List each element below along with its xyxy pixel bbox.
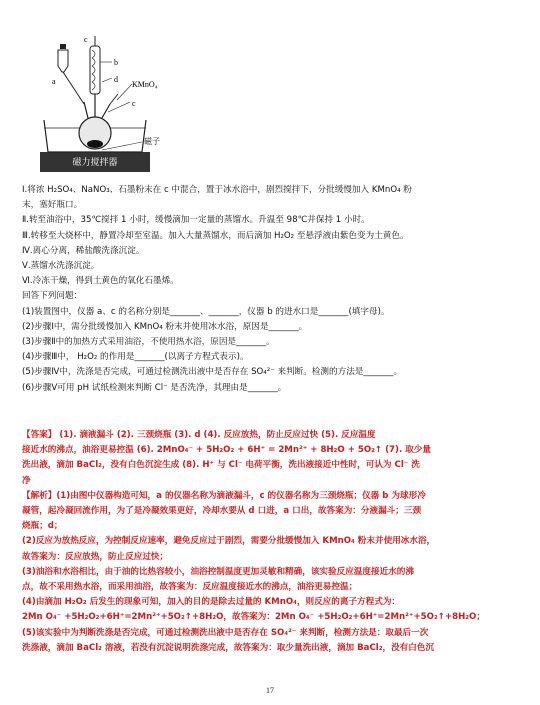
label-c: c bbox=[132, 99, 136, 108]
step-line: Ⅱ.转至油浴中，35℃搅拌 1 小时，缓慢滴加一定量的蒸馏水。升温至 98℃并保持 1 小时。 bbox=[22, 215, 370, 226]
analysis-line: (5)该实验中为判断洗涤是否完成，可通过检测洗出液中是否存在 SO₄²⁻ 来判断，检测方法是：取最后一次 bbox=[22, 627, 429, 638]
question-line: (2)步骤Ⅰ中，需分批缓慢加入 KMnO₄ 粉末并使用冰水浴，原因是_______。 bbox=[22, 321, 308, 332]
analysis-line: 凝管，起冷凝回流作用，为了是冷凝效果更好，冷却水要从 d 口进，a 口出，故答案为：分液漏斗；三颈 bbox=[22, 506, 422, 517]
analysis-line: 故答案为：反应放热，防止反应过快； bbox=[22, 551, 169, 562]
question-line: (4)步骤Ⅲ中， H₂O₂ 的作用是_______(以离子方程式表示)。 bbox=[22, 352, 249, 363]
label-kmno4: KMnO₄ bbox=[132, 80, 158, 89]
analysis-line: 2Mn O₄⁻ +5H₂O₂+6H⁺=2Mn²⁺+5O₂↑+8H₂O，故答案为：2Mn O₄⁻ +5H₂O₂+6H⁺=2Mn²⁺+5O₂↑+8H₂O； bbox=[22, 612, 485, 623]
answer-and-analysis bbox=[22, 428, 522, 656]
apparatus-figure bbox=[22, 32, 182, 177]
step-line: Ⅵ.冷冻干燥，得到土黄色的氧化石墨烯。 bbox=[22, 276, 179, 287]
analysis-line: (3)油浴和水浴相比，由于油的比热容较小，油浴控制温度更加灵敏和精确，该实验反应温度接近水的沸 bbox=[22, 566, 414, 577]
answer-line: 接近水的沸点，油浴更易控温 (6). 2MnO₄⁻ + 5H₂O₂ + 6H⁺ = 2Mn²⁺ + 8H₂O + 5O₂↑ (7). 取少量 bbox=[22, 445, 431, 456]
analysis-line: (4)由滴加 H₂O₂ 后发生的现象可知，加入的目的是除去过量的 KMnO₄，则反应的离子方程式为： bbox=[22, 597, 401, 608]
analysis-line: 点，故不采用热水浴，而采用油浴，故答案为：反应温度接近水的沸点，油浴更易控温； bbox=[22, 582, 358, 593]
analysis-line: 【解析】(1)由图中仪器构造可知，a 的仪器名称为滴液漏斗，c 的仪器名称为三颈烧瓶；仪器 b 为球形冷 bbox=[22, 490, 426, 501]
label-b: b bbox=[114, 58, 118, 67]
stir-bar bbox=[87, 140, 103, 148]
step-line: Ⅳ.离心分离，稀盐酸洗涤沉淀。 bbox=[22, 245, 145, 256]
label-a: a bbox=[52, 77, 56, 86]
step-line: Ⅲ.转移至大烧杯中，静置冷却至室温。加入大量蒸馏水，而后滴加 H₂O₂ 至悬浮液由紫色变为土黄色。 bbox=[22, 230, 409, 241]
apparatus-diagram bbox=[22, 32, 182, 177]
label-d: d bbox=[114, 75, 118, 84]
step-line: Ⅰ.将浓 H₂SO₄、NaNO₃、石墨粉末在 c 中混合，置于冰水浴中，剧烈搅拌下，分批缓慢加入 KMnO₄ 粉 bbox=[22, 185, 412, 195]
answer-line: 净 bbox=[22, 475, 31, 486]
dropping-funnel bbox=[58, 50, 68, 72]
label-magnet: 磁子 bbox=[144, 137, 160, 146]
question-line: (6)步骤Ⅴ可用 pH 试纸检测来判断 Cl⁻ 是否洗净，其理由是_______。 bbox=[22, 382, 287, 393]
label-c-top: c bbox=[84, 35, 88, 44]
step-line: Ⅴ.蒸馏水洗涤沉淀。 bbox=[22, 261, 100, 272]
answer-line: 洗出液，滴加 BaCl₂，没有白色沉淀生成 (8). H⁺ 与 Cl⁻ 电荷平衡，洗出液接近中性时，可认为 Cl⁻ 洗 bbox=[22, 460, 420, 471]
question-line: (5)步骤Ⅳ中，洗涤是否完成，可通过检测洗出液中是否存在 SO₄²⁻ 来判断。检测的方法是_______。 bbox=[22, 367, 403, 378]
analysis-line: 洗涤液，滴加 BaCl₂ 溶液，若没有沉淀说明洗涤完成，故答案为：取少量洗出液，滴加 BaCl₂，没有白色沉 bbox=[22, 642, 435, 653]
step-line: 末，塞好瓶口。 bbox=[22, 200, 83, 211]
question-line: (3)步骤Ⅱ中的加热方式采用油浴，不使用热水浴，原因是_______。 bbox=[22, 337, 275, 348]
page-number: 17 bbox=[266, 686, 274, 695]
stirrer-label: 磁力搅拌器 bbox=[72, 158, 118, 168]
analysis-line: 烧瓶；d； bbox=[22, 521, 63, 532]
procedure-and-questions bbox=[22, 183, 522, 396]
analysis-line: (2)反应为放热反应，为控制反应速率，避免反应过于剧烈，需要分批缓慢加入 KMnO₄ 粉末并使用冰水浴， bbox=[22, 536, 436, 547]
question-line: (1)装置图中，仪器 a、c 的名称分别是_______、_______，仪器 b 的进水口是_______(填字母)。 bbox=[22, 306, 390, 317]
answer-line: 【答案】 (1). 滴液漏斗 (2). 三颈烧瓶 (3). d (4). 反应放热，防止反应过快 (5). 反应温度 bbox=[22, 430, 376, 440]
question-line: 回答下列问题： bbox=[22, 291, 83, 302]
